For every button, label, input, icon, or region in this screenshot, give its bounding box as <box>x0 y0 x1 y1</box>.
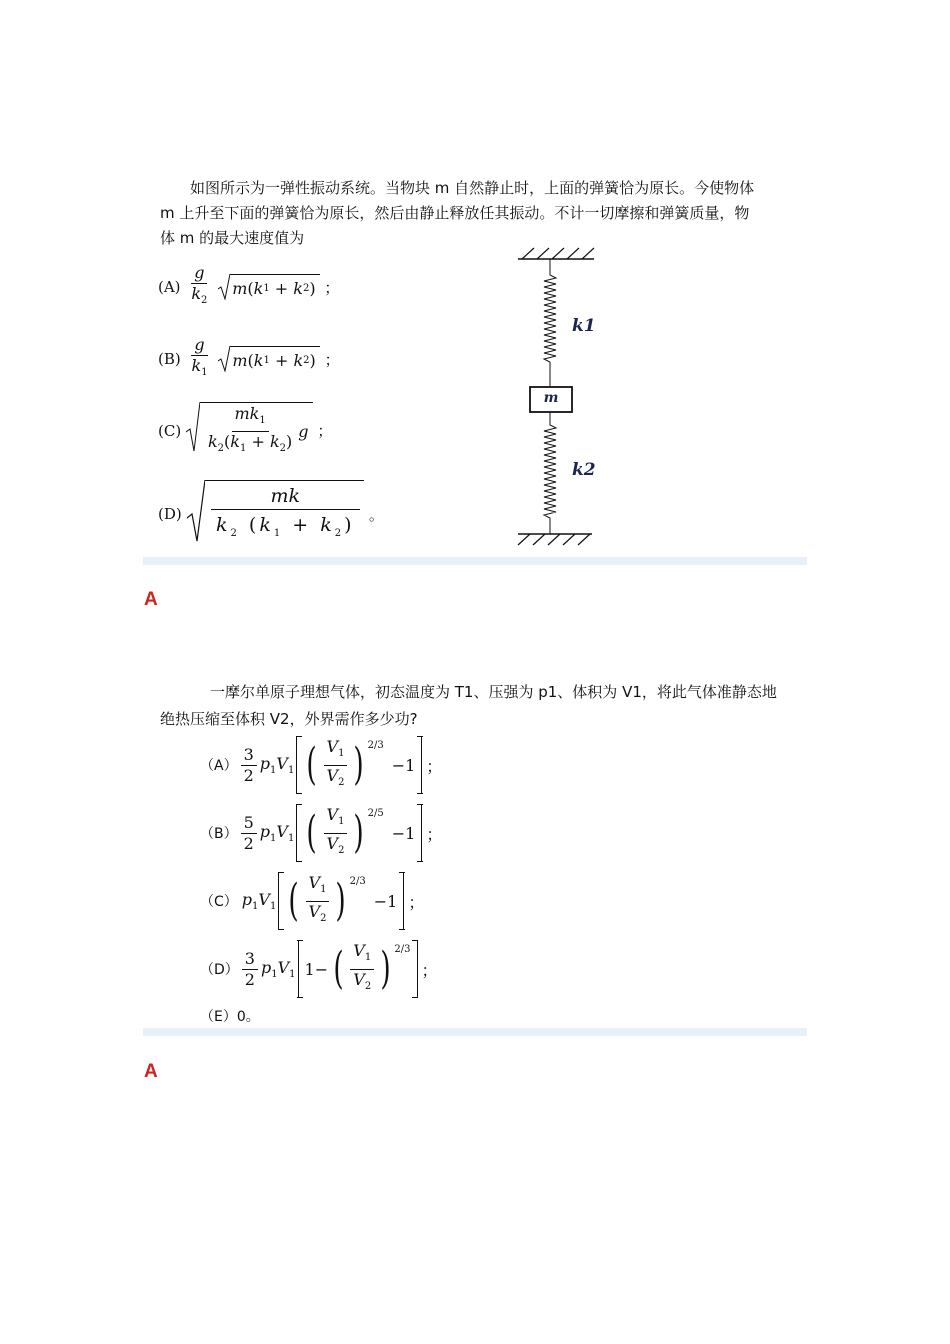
q1-option-a-label: (A) <box>158 278 181 297</box>
q1-option-c <box>158 402 332 459</box>
q2-option-c-end: ； <box>408 892 425 912</box>
q2-option-d-coef: $\frac{3}{2}$ <box>242 949 258 990</box>
q2-option-a-exp: 2/3 <box>367 739 384 751</box>
q2-option-b: （B） $\frac{5}{2}$ $p_1V_1$ ( $\frac{V_1}{V_2}$ ) $^{2/5}$ −1 ； <box>200 802 442 864</box>
q1-option-a-fraction: $\frac{g}{k_2}$ <box>191 263 208 307</box>
spring-k1 <box>544 259 556 387</box>
label-m <box>530 390 572 406</box>
q2-option-b-exp: 2/5 <box>367 807 384 819</box>
q1-option-b-sqrt: m ( k 1 + k 2 ) <box>218 346 319 372</box>
q1-option-b <box>158 335 340 383</box>
q2-option-a: （A） $\frac{3}{2}$ $p_1V_1$ ( $\frac{V_1}{V_2}$ ) $^{2/3}$ −1 ； <box>200 734 442 796</box>
q2-option-d-label: （D） <box>200 962 239 978</box>
q1-option-d-label: (D) <box>158 505 182 524</box>
q1-option-c-label: (C) <box>158 421 182 440</box>
q1-stem-line2: m 上升至下面的弹簧恰为原长，然后由静止释放任其振动。不计一切摩擦和弹簧质量，物 <box>160 204 750 222</box>
q1-option-d <box>158 480 384 549</box>
q2-option-b-end: ； <box>426 824 443 844</box>
q1-option-d-end: 。 <box>368 505 384 524</box>
q2-option-c-exp: 2/3 <box>349 875 366 887</box>
q2-option-d: （D） $\frac{3}{2}$ $p_1V_1$ 1− ( $\frac{V_1}{V_2}$ ) $^{2/3}$ ； <box>200 938 438 1000</box>
q1-option-a <box>158 263 339 311</box>
label-k1-text: k1 <box>572 316 596 336</box>
q2-option-c-bracket: ( $\frac{V_1}{V_2}$ ) $^{2/3}$ −1 <box>278 872 404 930</box>
q1-option-b-fraction: $\frac{g}{k_1}$ <box>191 335 208 379</box>
label-k1 <box>572 316 596 336</box>
q1-stem-line3: 体 m 的最大速度值为 <box>160 229 305 247</box>
q2-option-c-label: （C） <box>200 894 238 910</box>
q2-option-a-end: ； <box>426 756 443 776</box>
q2-answer: A <box>144 1061 158 1082</box>
divider-1 <box>143 557 807 565</box>
q2-option-a-bracket: ( $\frac{V_1}{V_2}$ ) $^{2/3}$ −1 <box>296 736 422 794</box>
q1-option-d-sqrt: $\frac{mk}{k_2 (k_1 + k_2)}$ <box>187 480 365 549</box>
label-k2 <box>572 460 596 480</box>
label-m-text: m <box>543 390 559 406</box>
label-k2-text: k2 <box>572 460 596 480</box>
q2-option-b-bracket: ( $\frac{V_1}{V_2}$ ) $^{2/5}$ −1 <box>296 804 422 862</box>
q1-option-a-end: ； <box>324 278 340 297</box>
q2-stem-line1: 一摩尔单原子理想气体，初态温度为 T1、压强为 p1、体积为 V1，将此气体准静态地 <box>210 683 777 701</box>
q2-stem-line2: 绝热压缩至体积 V2，外界需作多少功? <box>160 710 418 728</box>
q1-option-b-label: (B) <box>158 350 181 369</box>
q2-option-c: （C） $p_1V_1$ ( $\frac{V_1}{V_2}$ ) $^{2/3}$ −1 ； <box>200 870 424 932</box>
q1-stem-line1: 如图所示为一弹性振动系统。当物块 m 自然静止时，上面的弹簧恰为原长。今使物体 <box>190 179 755 197</box>
q2-option-a-coef: $\frac{3}{2}$ <box>241 745 257 786</box>
q2-option-d-bracket: 1− ( $\frac{V_1}{V_2}$ ) $^{2/3}$ <box>298 940 418 998</box>
q1-option-c-end: ； <box>317 422 333 441</box>
q2-option-e: （E）0。 <box>200 1009 260 1025</box>
q1-option-a-sqrt: m ( k 1 + k 2 ) <box>218 274 319 300</box>
q1-option-b-end: ； <box>324 350 340 369</box>
q1-answer: A <box>144 589 158 610</box>
q2-option-d-exp: 2/3 <box>394 943 411 955</box>
q2-option-d-end: ； <box>421 960 438 980</box>
q2-option-b-label: （B） <box>200 826 238 842</box>
spring-k2 <box>544 412 556 534</box>
q2-option-b-coef: $\frac{5}{2}$ <box>241 813 257 854</box>
q1-option-c-sqrt: $\frac{mk_1}{k_2(k_1 + k_2)}$ g <box>186 402 313 459</box>
q2-option-a-label: （A） <box>200 758 238 774</box>
divider-2 <box>143 1028 807 1036</box>
